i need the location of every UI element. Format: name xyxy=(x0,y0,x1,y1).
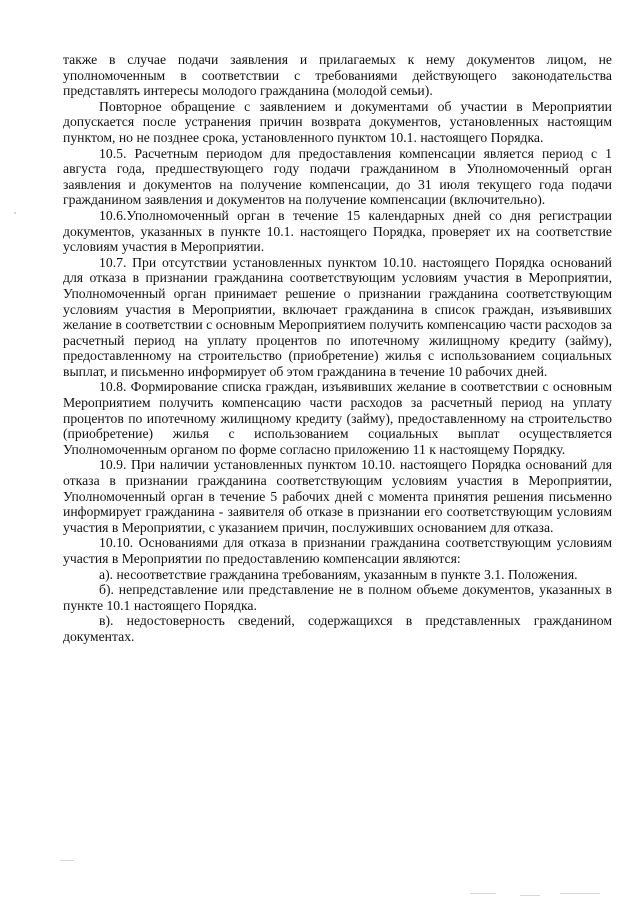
scan-artifact xyxy=(520,895,540,896)
paragraph-continuation: также в случае подачи заявления и прилагаемых к нему документов лицом, не уполномоченным в соответствии с требованиями действующего законодательства представлять интересы молодого гражданина (молодой семьи). xyxy=(63,52,612,99)
paragraph-repeat-application: Повторное обращение с заявлением и документами об участии в Мероприятии допускается после устранения причин возврата документов, установленных настоящим пунктом, но не позднее срока, установленного пунктом 10.1. настоящего Порядка. xyxy=(63,98,612,145)
paragraph-10-7: 10.7. При отсутствии установленных пунктом 10.10. настоящего Порядка оснований для отказа в признании гражданина соответствующим условиям участия в Мероприятии, Уполномоченный орган принимает решение о признании гражданина соответствующим условиям участия в Мероприятии, включает гражданина в список граждан, изъявивших желание в соответствии с основным Мероприятием получить компенсацию части расходов за расчетный период на уплату процентов по ипотечному жилищному кредиту (займу), предоставленному на строительство (приобретение) жилья с использованием социальных выплат, и письменно информирует об этом гражданина в течение 10 рабочих дней. xyxy=(63,254,612,379)
scan-artifact xyxy=(470,893,496,894)
scan-artifact xyxy=(560,893,600,894)
document-body xyxy=(63,52,612,645)
paragraph-10-8: 10.8. Формирование списка граждан, изъявивших желание в соответствии с основным Мероприятием получить компенсацию части расходов за расчетный период на уплату процентов по ипотечному жилищному кредиту (займу), предоставленному на строительство (приобретение) жилья с использованием социальных выплат осуществляется Уполномоченным органом по форме согласно приложению 11 к настоящему Порядку. xyxy=(63,379,612,457)
paragraph-10-10: 10.10. Основаниями для отказа в признании гражданина соответствующим условиям участия в Мероприятии по предоставлению компенсации являются: xyxy=(63,535,612,566)
scan-artifact xyxy=(60,860,74,861)
list-item-a: а). несоответствие гражданина требованиям, указанным в пункте 3.1. Положения. xyxy=(99,566,578,582)
scan-artifact xyxy=(14,212,16,214)
paragraph-10-5: 10.5. Расчетным периодом для предоставления компенсации является период с 1 августа года, предшествующего году подачи гражданином в Уполномоченный орган заявления и документов на получение компенсации, до 31 июля текущего года подачи гражданином заявления и документов на получение компенсации (включительно). xyxy=(63,145,612,208)
list-item-b: б). непредставление или представление не в полном объеме документов, указанных в пункте 10.1 настоящего Порядка. xyxy=(63,582,612,613)
list-item-v: в). недостоверность сведений, содержащихся в представленных гражданином документах. xyxy=(63,613,612,644)
paragraph-10-9: 10.9. При наличии установленных пунктом 10.10. настоящего Порядка оснований для отказа в признании гражданина соответствующим условиям участия в Мероприятии, Уполномоченный орган в течение 5 рабочих дней с момента принятия решения письменно информирует гражданина - заявителя об отказе в признании его соответствующим условиям участия в Мероприятии, с указанием причин, послуживших основанием для отказа. xyxy=(63,457,612,535)
paragraph-10-6: 10.6.Уполномоченный орган в течение 15 календарных дней со дня регистрации документов, указанных в пункте 10.1. настоящего Порядка, проверяет их на соответствие условиям участия в Мероприятии. xyxy=(63,207,612,255)
